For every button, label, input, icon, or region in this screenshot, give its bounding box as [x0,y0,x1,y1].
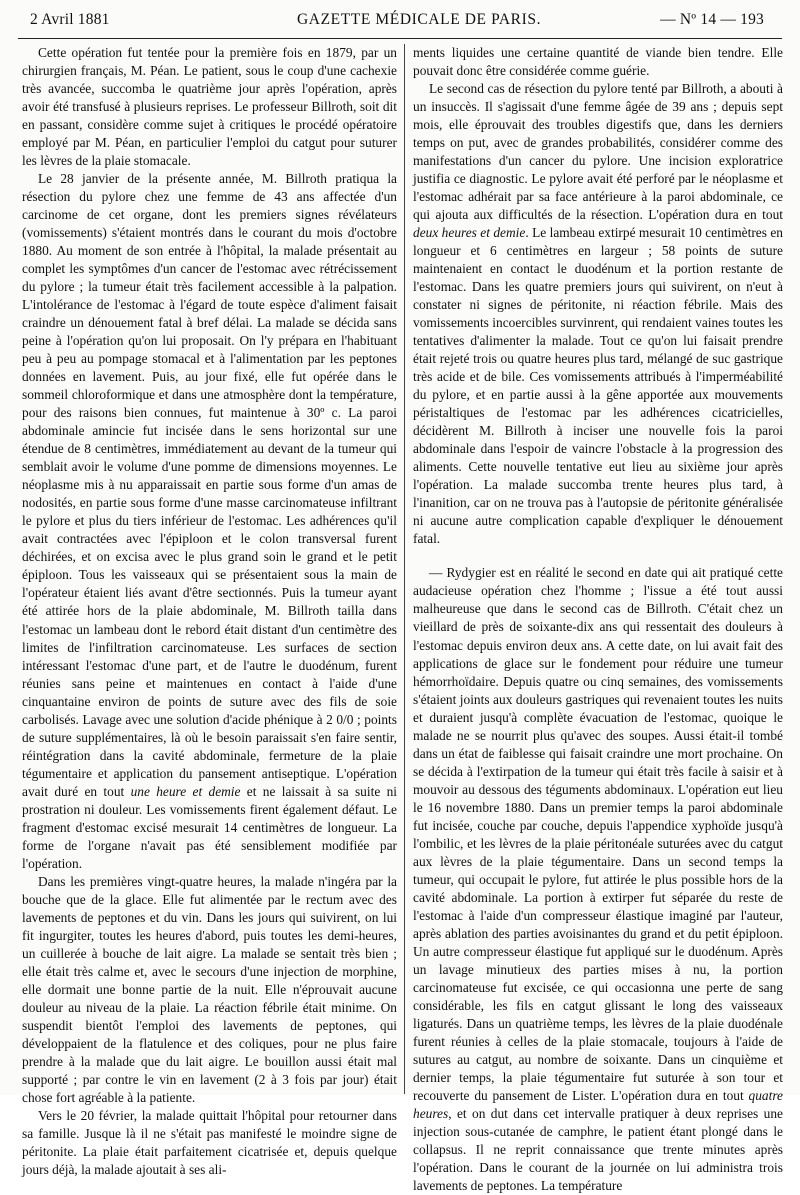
right-column [413,44,783,1193]
left-column [22,44,397,1177]
paragraph: Cette opération fut tentée pour la première fois en 1879, par un chirurgien français, M. Péan. Le patient, sous le coup d'une cachexie très avancée, succomba le quatrième jour après l'opération, après avoir été transfusé à plusieurs reprises. Le professeur Billroth, soit dit en passant, considère comme sujet à critiques le procédé opératoire employé par M. Péan, en particulier l'emploi du catgut pour suturer les lèvres de la plaie stomacale. [22,45,397,169]
page-header [12,6,786,34]
paragraph: Dans les premières vingt-quatre heures, la malade n'ingéra par la bouche que de la glace. Elle fut alimentée par le rectum avec des lavements de peptones et du vin. Dans les jours qui suivirent, on lui fit ingurgiter, toutes les heures d'abord, puis toutes les demi-heures, un cuillerée à bouche de lait aigre. La malade se sentait très bien ; elle était très calme et, avec le secours d'une injection de morphine, elle dormait une bonne partie de la nuit. Elle n'éprouvait aucune douleur au niveau de la plaie. La réaction fébrile était minime. On suspendit bientôt l'emploi des lavements de peptones, qui développaient de la flatulence et des coliques, pour ne plus faire prendre à la malade que du lait aigre. Le bouillon aussi était mal supporté ; par contre le vin en lavement (2 à 3 fois par jour) était chose fort agréable à la patiente. [22,873,397,1105]
paragraph: Le second cas de résection du pylore tenté par Billroth, a abouti à un insuccès. Il s'agissait d'une femme âgée de 39 ans ; depuis sept mois, elle éprouvait des troubles digestifs que, dans les derniers temps on put, avec de grandes probabilités, considérer comme des manifestations d'un cancer du pylore. Une incision exploratrice justifia ce diagnostic. Le pylore avait été perforé par le néoplasme et l'estomac adhérait par sa face antérieure à la paroi abdominale, ce qui ajouta aux difficultés de la résection. L'opération dura en tout deux heures et demie. Le lambeau extirpé mesurait 10 centimètres en longueur et 6 centimètres en largeur ; 58 points de suture maintenaient en contact le duodénum et la portion restante de l'estomac. Dans les quatre premiers jours qui suivirent, on n'eut à constater ni signes de péritonite, ni réaction fébrile. Mais des vomissements incoercibles survinrent, qui rendaient vaines toutes les tentatives d'alimenter la malade. Tout ce qu'on lui faisait prendre était rejeté trois ou quatre heures plus tard, mélangé de suc gastrique très acide et de bile. Ces vomissements attribués à l'imperméabilité du pylore, et en partie aussi à la gêne apportée aux mouvements péristaltiques de l'estomac par les adhérences cicatricielles, décidèrent M. Billroth à inciser une nouvelle fois la paroi abdominale dans l'espoir de vaincre l'obstacle à la progression des aliments. Cette nouvelle tentative eut lieu au sixième jour après l'opération. La malade succomba trente heures plus tard, à l'inanition, car on ne trouva pas à l'autopsie de péritonite généralisée ni aucune autre complication capable d'expliquer le dénouement fatal. [413,81,783,547]
journal-title: GAZETTE MÉDICALE DE PARIS. [297,11,542,28]
header-date: 2 Avril 1881 [30,11,110,28]
paragraph: Le 28 janvier de la présente année, M. Billroth pratiqua la résection du pylore chez une femme de 43 ans affectée d'un carcinome de cet organe, dont les premiers signes révélateurs (vomissements) s'étaient montrés dans le courant du mois d'octobre 1880. Au moment de son entrée à l'hôpital, la malade présentait au complet les symptômes d'un cancer de l'estomac avec rétrécissement du pylore ; la tumeur était très facilement accessible à la palpation. L'intolérance de l'estomac à l'égard de toute espèce d'aliment faisait craindre un dénouement fatal à bref délai. La malade se décida sans peine à l'opération qu'on lui proposait. On l'y prépara en l'habituant peu à peu au pompage stomacal et à l'alimentation par les peptones données en lavement. Puis, au jour fixé, elle fut opérée dans le sommeil chloroformique et dans une atmosphère dont la température, pour des raisons bien connues, fut maintenue à 30º c. La paroi abdominale amincie fut incisée dans le sens horizontal sur une étendue de 8 centimètres, immédiatement au devant de la tumeur qui semblait avoir le volume d'une pomme de dimensions moyennes. Le néoplasme mis à nu apparaissait en partie sous forme d'un amas de nodosités, en partie sous forme d'une masse carcinomateuse infiltrant le pylore et plus du tiers inférieur de l'estomac. Les adhérences qu'il avait contractées avec l'épiploon et le colon transversal furent déchirées, et on excisa avec le plus grand soin le grand et le petit épiploon. Tous les vaisseaux qui se présentaient sous la main de l'opérateur étaient liés avant d'être sectionnés. Puis la tumeur ayant été attirée hors de la plaie abdominale, M. Billroth tailla dans l'estomac un lambeau dont le rebord était distant d'un centimètre des limites de l'infiltration carcinomateuse. Les surfaces de section intéressant l'estomac d'une part, et de l'autre le duodénum, furent réunies sans peine et maintenues en contact à l'aide d'une cinquantaine environ de points de suture avec des fils de soie carbolisés. Lavage avec une solution d'acide phénique à 2 0/0 ; points de suture supplémentaires, là où le besoin paraissait s'en faire sentir, réintégration dans la cavité abdominale, fermeture de la plaie tégumentaire et application du pansement antiseptique. L'opération avait duré en tout une heure et demie et ne laissait à sa suite ni prostration ni douleur. Les vomissements firent également défaut. Le fragment d'estomac excisé mesurait 14 centimètres de longueur. La forme de l'organe n'avait pas été sensiblement modifiée par l'opération. [22,171,397,871]
header-rule [18,38,782,39]
paragraph: Vers le 20 février, la malade quittait l'hôpital pour retourner dans sa famille. Jusque là il ne s'était pas manifesté le moindre signe de péritonite. La plaie était parfaitement cicatrisée et, depuis quelque jours déjà, la malade ajoutait à ses ali- [22,1107,397,1177]
paragraph: — Rydygier est en réalité le second en date qui ait pratiqué cette audacieuse opération chez l'homme ; l'issue a été tout aussi malheureuse que dans le second cas de Billroth. C'était chez un vieillard de près de soixante-dix ans qui ressentait des douleurs à l'estomac depuis environ deux ans. A cette date, on lui avait fait des applications de glace sur le fondement pour réduire une tumeur hémorrhoïdaire. Depuis quatre ou cinq semaines, des vomissements s'étaient joints aux douleurs gastriques qui revenaient toutes les nuits et duraient jusqu'à complète évacuation de l'estomac, quoique le malade ne se nourrit plus qu'avec des soupes. Aussi était-il tombé dans un état de faiblesse qui faisait craindre une mort prochaine. On se décida à l'extirpation de la tumeur qui était très facile à saisir et à mouvoir au dessous des téguments abdominaux. L'opération eut lieu le 16 novembre 1880. Dans un premier temps la paroi abdominale fut incisée, couche par couche, depuis l'appendice xyphoïde jusqu'à l'ombilic, et les lèvres de la plaie péritonéale suturées avec du catgut aux lèvres de la plaie tégumentaire. Dans un second temps la tumeur, qui occupait le pylore, fut attirée le plus possible hors de la cavité abdominale. La portion à extirper fut séparée du reste de l'estomac à l'aide d'un compresseur élastique imaginé par l'auteur, après ablation des parties avoisinantes du grand et du petit épiploon. Un autre compresseur élastique fut appliqué sur le duodénum. Après un lavage minutieux des parties mises à nu, la portion carcinomateuse fut excisée, ce qui occasionna une perte de sang considérable, les fils en catgut glissant le long des vaisseaux ligaturés. Dans un quatrième temps, les lèvres de la plaie duodénale furent réunies à celles de la plaie stomacale, toujours à l'aide de sutures au catgut, au nombre de soixante. Dans un cinquième et dernier temps, la plaie tégumentaire fut suturée à son tour et recouverte du pansement de Lister. L'opération dura en tout quatre heures, et on dut dans cet intervalle pratiquer à deux reprises une injection sous-cutanée de camphre, le patient étant plongé dans le collapsus. Il ne reprit connaissance que trente minutes après l'opération. Dans le courant de la journée on lui administra trois lavements de peptones. La température [413,565,783,1193]
paragraph: ments liquides une certaine quantité de viande bien tendre. Elle pouvait donc être considérée comme guérie. [413,45,783,79]
column-divider [404,44,405,1094]
issue-number: — Nº 14 — 193 [660,11,764,28]
